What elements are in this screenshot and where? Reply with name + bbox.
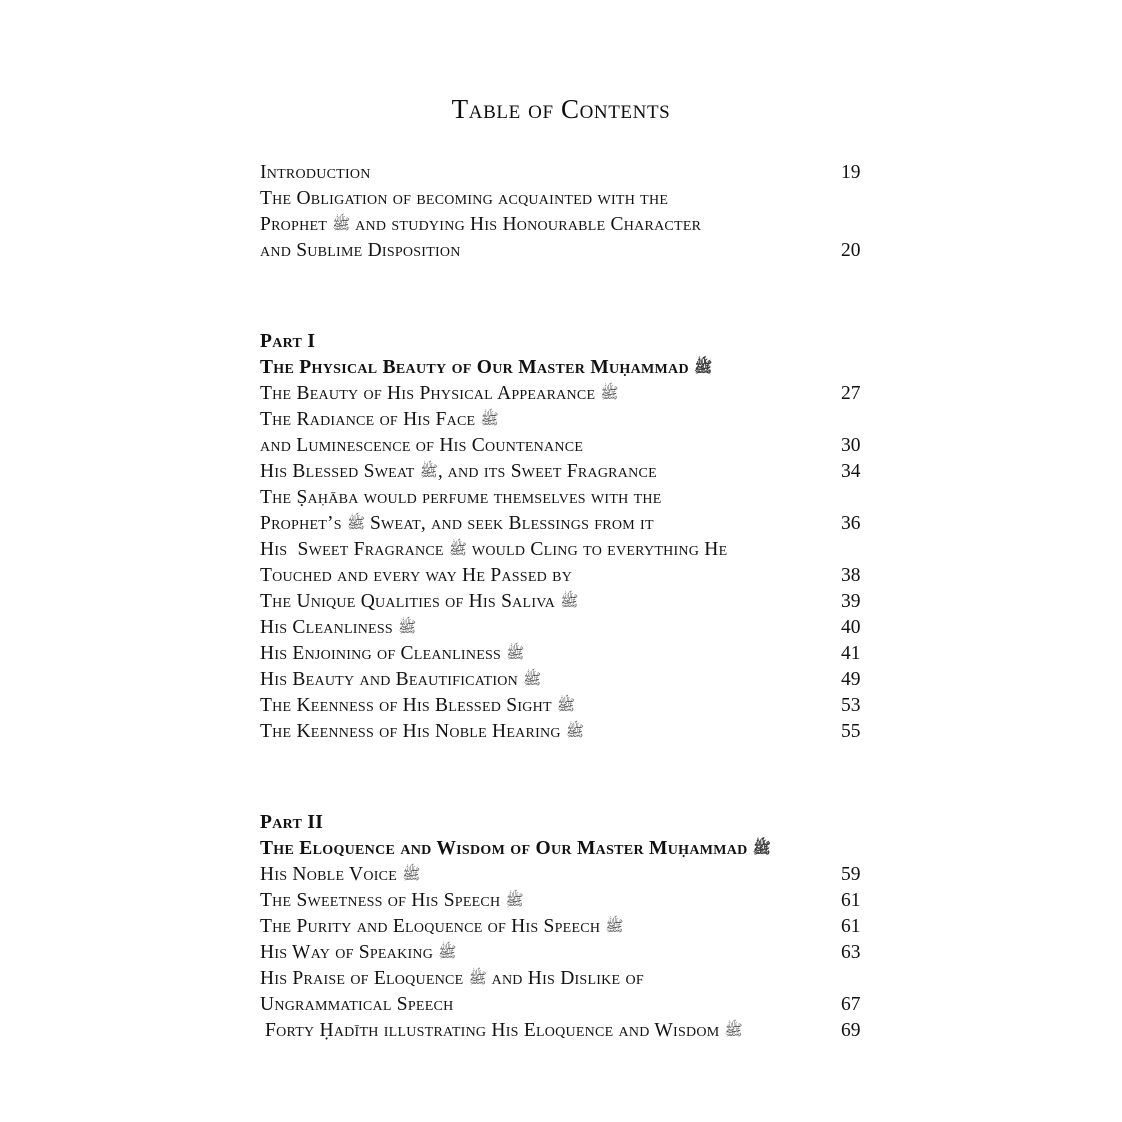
section-spacer bbox=[260, 745, 880, 810]
toc-entry-page-number: 41 bbox=[841, 643, 861, 664]
toc-entry[interactable] bbox=[260, 992, 880, 1018]
toc-entry-label: His Enjoining of Cleanliness ﷺ bbox=[260, 643, 525, 664]
toc-entry[interactable] bbox=[260, 160, 880, 186]
salutation-glyph-icon: ﷺ bbox=[694, 358, 713, 376]
toc-entry-page-number: 38 bbox=[841, 565, 861, 586]
toc-entry[interactable] bbox=[260, 615, 880, 641]
toc-entry-label: The Unique Qualities of His Saliva ﷺ bbox=[260, 591, 579, 612]
toc-entry[interactable] bbox=[260, 966, 880, 992]
salutation-glyph-icon: ﷺ bbox=[480, 410, 499, 428]
toc-entry-page-number: 19 bbox=[841, 162, 861, 183]
toc-entry[interactable] bbox=[260, 381, 880, 407]
section-spacer bbox=[260, 264, 880, 329]
toc-entry[interactable] bbox=[260, 888, 880, 914]
toc-entry-label: Prophet ﷺ and studying His Honourable Character bbox=[260, 214, 702, 235]
toc-entry-label: The Physical Beauty of Our Master Muḥammad ﷺ bbox=[260, 357, 713, 378]
toc-entry-page-number: 69 bbox=[841, 1020, 861, 1041]
toc-entry-label: Prophet’s ﷺ Sweat, and seek Blessings from it bbox=[260, 513, 654, 534]
toc-entry-page-number: 36 bbox=[841, 513, 861, 534]
toc-entry[interactable] bbox=[260, 914, 880, 940]
toc-entry-page-number: 53 bbox=[841, 695, 861, 716]
toc-entry[interactable] bbox=[260, 563, 880, 589]
salutation-glyph-icon: ﷺ bbox=[346, 514, 366, 532]
salutation-glyph-icon: ﷺ bbox=[332, 215, 351, 233]
toc-entry-page-number: 55 bbox=[841, 721, 861, 742]
toc-entry-label: The Obligation of becoming acquainted with the bbox=[260, 188, 669, 209]
salutation-glyph-icon: ﷺ bbox=[600, 384, 619, 402]
toc-entry[interactable] bbox=[260, 589, 880, 615]
toc-entry-label: Touched and every way He Passed by bbox=[260, 565, 573, 586]
salutation-glyph-icon: ﷺ bbox=[556, 696, 576, 714]
toc-section-heading bbox=[260, 836, 880, 862]
toc-entry-page-number: 63 bbox=[841, 942, 861, 963]
toc-entry-label: and Sublime Disposition bbox=[260, 240, 461, 261]
toc-entry-label: Ungrammatical Speech bbox=[260, 994, 454, 1015]
salutation-glyph-icon: ﷺ bbox=[419, 462, 438, 480]
salutation-glyph-icon: ﷺ bbox=[448, 540, 467, 558]
toc-entry[interactable] bbox=[260, 693, 880, 719]
toc-entry-label: The Ṣaḥāba would perfume themselves with the bbox=[260, 487, 662, 508]
toc-entry-label: The Eloquence and Wisdom of Our Master Muḥammad ﷺ bbox=[260, 838, 771, 859]
toc-section-heading bbox=[260, 329, 880, 355]
toc-entry[interactable] bbox=[260, 212, 880, 238]
toc-section-front-matter bbox=[260, 160, 880, 264]
toc-entry-label: His Praise of Eloquence ﷺ and His Dislike of bbox=[260, 968, 644, 989]
toc-entry[interactable] bbox=[260, 511, 880, 537]
salutation-glyph-icon: ﷺ bbox=[560, 592, 579, 610]
salutation-glyph-icon: ﷺ bbox=[523, 670, 542, 688]
toc-entry-label: The Keenness of His Noble Hearing ﷺ bbox=[260, 721, 585, 742]
toc-entry[interactable] bbox=[260, 719, 880, 745]
toc-entry[interactable] bbox=[260, 641, 880, 667]
toc-entry-page-number: 61 bbox=[841, 890, 861, 911]
toc-entry-label: and Luminescence of His Countenance bbox=[260, 435, 584, 456]
toc-entry[interactable] bbox=[260, 667, 880, 693]
toc-entry[interactable] bbox=[260, 1018, 880, 1044]
toc-entry-label: The Beauty of His Physical Appearance ﷺ bbox=[260, 383, 619, 404]
toc-entry-page-number: 39 bbox=[841, 591, 861, 612]
salutation-glyph-icon: ﷺ bbox=[605, 917, 624, 935]
toc-entry-page-number: 61 bbox=[841, 916, 861, 937]
toc-entry[interactable] bbox=[260, 862, 880, 888]
page-title: Table of Contents bbox=[451, 94, 671, 124]
toc-entry-label: His Noble Voice ﷺ bbox=[260, 864, 421, 885]
toc-entry-page-number: 34 bbox=[841, 461, 861, 482]
toc-entry-page-number: 67 bbox=[841, 994, 861, 1015]
toc-section-heading bbox=[260, 810, 880, 836]
toc-entry-label: The Sweetness of His Speech ﷺ bbox=[260, 890, 524, 911]
toc-entry[interactable] bbox=[260, 940, 880, 966]
toc-entry-label: His Sweet Fragrance ﷺ would Cling to everything He bbox=[260, 539, 728, 560]
toc-section-part-two bbox=[260, 810, 880, 1044]
toc-entry[interactable] bbox=[260, 459, 880, 485]
toc-entry-page-number: 30 bbox=[841, 435, 861, 456]
toc-entry-label: The Purity and Eloquence of His Speech ﷺ bbox=[260, 916, 624, 937]
toc-entry[interactable] bbox=[260, 537, 880, 563]
salutation-glyph-icon: ﷺ bbox=[565, 722, 585, 740]
salutation-glyph-icon: ﷺ bbox=[402, 865, 421, 883]
toc-section-part-one bbox=[260, 329, 880, 745]
toc-entry-label: His Way of Speaking ﷺ bbox=[260, 942, 457, 963]
toc-entry-page-number: 40 bbox=[841, 617, 861, 638]
toc-entry-page-number: 27 bbox=[841, 383, 861, 404]
toc-entry-label: Introduction bbox=[260, 162, 371, 183]
toc-entry-label: His Blessed Sweat ﷺ, and its Sweet Fragrance bbox=[260, 461, 657, 482]
toc-entry-label: His Beauty and Beautification ﷺ bbox=[260, 669, 542, 690]
salutation-glyph-icon: ﷺ bbox=[752, 839, 771, 857]
toc-entry[interactable] bbox=[260, 407, 880, 433]
toc-entry-label: Forty Ḥadīth illustrating His Eloquence and Wisdom ﷺ bbox=[265, 1020, 743, 1041]
toc-entry-label: Part I bbox=[260, 331, 316, 352]
toc-list bbox=[260, 160, 880, 1044]
salutation-glyph-icon: ﷺ bbox=[506, 644, 525, 662]
toc-entry[interactable] bbox=[260, 485, 880, 511]
toc-entry-label: His Cleanliness ﷺ bbox=[260, 617, 417, 638]
salutation-glyph-icon: ﷺ bbox=[468, 969, 487, 987]
toc-entry-label: The Radiance of His Face ﷺ bbox=[260, 409, 499, 430]
toc-entry[interactable] bbox=[260, 186, 880, 212]
salutation-glyph-icon: ﷺ bbox=[505, 891, 524, 909]
salutation-glyph-icon: ﷺ bbox=[438, 943, 457, 961]
toc-entry-label: The Keenness of His Blessed Sight ﷺ bbox=[260, 695, 576, 716]
toc-entry-page-number: 59 bbox=[841, 864, 861, 885]
toc-entry-label: Part II bbox=[260, 812, 324, 833]
toc-entry[interactable] bbox=[260, 238, 880, 264]
toc-section-heading bbox=[260, 355, 880, 381]
toc-entry-page-number: 20 bbox=[841, 240, 861, 261]
toc-entry-page-number: 49 bbox=[841, 669, 861, 690]
salutation-glyph-icon: ﷺ bbox=[724, 1021, 743, 1039]
toc-entry[interactable] bbox=[260, 433, 880, 459]
salutation-glyph-icon: ﷺ bbox=[398, 618, 417, 636]
